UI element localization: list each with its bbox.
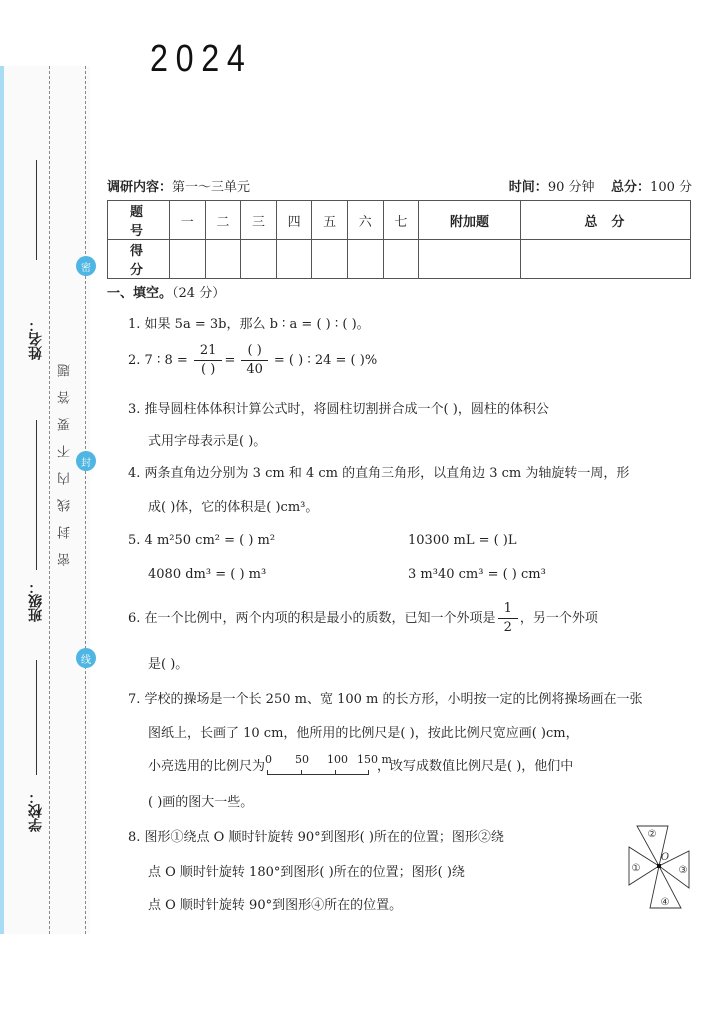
point-o-label: O: [660, 852, 670, 863]
col-7: 七: [383, 201, 419, 240]
year-title: 2024: [150, 38, 253, 80]
question-5-c: 4080 dm³ = ( ) m³: [148, 567, 267, 582]
score-cell[interactable]: [347, 240, 383, 279]
seal-mark-mi: 密: [76, 256, 96, 276]
exam-scope: 调研内容：第一～三单元: [107, 180, 251, 195]
score-cell[interactable]: [241, 240, 277, 279]
seal-mark-xian: 线: [76, 648, 96, 668]
score-cell[interactable]: [520, 240, 690, 279]
question-7-line4: ( )画的图大一些。: [148, 795, 254, 810]
name-label: 姓名：: [28, 318, 44, 360]
score-table: [107, 200, 691, 279]
seal-mark-feng: 封: [76, 451, 96, 471]
shape-4-label: ④: [660, 897, 670, 908]
shape-1-label: ①: [631, 863, 641, 874]
header-label: 题号: [108, 201, 170, 240]
score-cell[interactable]: [312, 240, 348, 279]
question-4-line2: 成( )体，它的体积是( )cm³。: [148, 500, 319, 515]
col-1: 一: [170, 201, 206, 240]
school-label: 学校：: [28, 790, 44, 832]
class-field-line[interactable]: [36, 420, 37, 570]
col-2: 二: [205, 201, 241, 240]
shape-2-label: ②: [647, 829, 657, 840]
question-3-line2: 式用字母表示是( )。: [148, 434, 267, 449]
question-3: 3. 推导圆柱体体积计算公式时，将圆柱切割拼合成一个( )，圆柱的体积公: [128, 402, 549, 417]
question-6: 6. 在一个比例中，两个内项的积是最小的质数，已知一个外项是 $\frac{1}{2}$ ，另一个外项: [128, 601, 598, 635]
question-8: 8. 图形①绕点 O 顺时针旋转 90°到图形( )所在的位置；图形②绕: [128, 830, 504, 845]
fraction: $\frac{21}{( )}$: [194, 342, 223, 379]
fraction-half: $\frac{1}{2}$: [498, 600, 518, 637]
question-7: 7. 学校的操场是一个长 250 m、宽 100 m 的长方形，小明按一定的比例将操场画在一张: [128, 692, 643, 707]
school-field-line[interactable]: [36, 660, 37, 775]
question-6-line2: 是( )。: [148, 657, 189, 672]
question-5: 5. 4 m²50 cm² = ( ) m²: [128, 533, 276, 548]
question-2: 2. 7 ∶ 8 = $\frac{21}{( )}$ = $\frac{( )}{40}$ = ( ) ∶ 24 = ( )%: [128, 343, 378, 377]
margin-accent-bar: [0, 66, 4, 934]
question-5-d: 3 m³40 cm³ = ( ) cm³: [408, 567, 546, 582]
question-7-line3: 小亮选用的比例尺为 0 50 100 150 m ，改写成数值比例尺是( )，他们中: [148, 755, 573, 777]
score-cell[interactable]: [170, 240, 206, 279]
cut-line-outer: [85, 66, 86, 934]
name-field-line[interactable]: [36, 160, 37, 260]
section-title: 一、填空。（24 分）: [107, 286, 226, 301]
question-1: 1. 如果 5a = 3b，那么 b ∶ a = ( ) ∶ ( )。: [128, 317, 370, 332]
score-label: 得分: [108, 240, 170, 279]
col-total: 总分: [520, 201, 690, 240]
score-cell[interactable]: [383, 240, 419, 279]
fraction: $\frac{( )}{40}$: [241, 342, 267, 379]
exam-info-row: [107, 176, 692, 195]
class-label: 班级：: [28, 580, 44, 622]
line-scale-bar: 0 50 100 150 m: [265, 757, 377, 777]
score-table-header-row: [108, 201, 691, 240]
col-6: 六: [347, 201, 383, 240]
exam-time-total: 时间：90 分钟 总分：100 分: [508, 180, 692, 195]
col-3: 三: [241, 201, 277, 240]
question-5-b: 10300 mL = ( )L: [408, 533, 517, 548]
col-5: 五: [312, 201, 348, 240]
col-4: 四: [276, 201, 312, 240]
score-cell[interactable]: [276, 240, 312, 279]
score-table-score-row: [108, 240, 691, 279]
question-8-line2: 点 O 顺时针旋转 180°到图形( )所在的位置；图形( )绕: [148, 865, 465, 880]
rotation-figure: [628, 825, 690, 909]
cut-line-inner: [49, 66, 50, 934]
question-4: 4. 两条直角边分别为 3 cm 和 4 cm 的直角三角形，以直角边 3 cm 为轴旋转一周，形: [128, 466, 630, 481]
question-8-line3: 点 O 顺时针旋转 90°到图形④所在的位置。: [148, 898, 403, 913]
seal-warning-text: 密封线内不要答题: [58, 350, 73, 566]
question-7-line2: 图纸上，长画了 10 cm，他所用的比例尺是( )，按此比例尺宽应画( )cm，: [148, 726, 579, 741]
score-cell[interactable]: [205, 240, 241, 279]
shape-3-label: ③: [678, 865, 688, 876]
score-cell[interactable]: [419, 240, 521, 279]
col-bonus: 附加题: [419, 201, 521, 240]
